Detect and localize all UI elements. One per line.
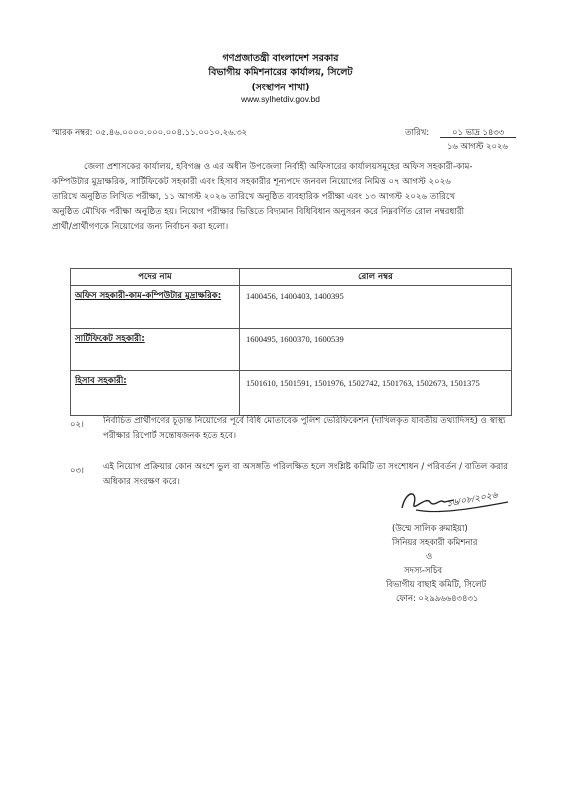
- intro-line-2: কম্পিউটার মুদ্রাক্ষরিক, সার্টিফিকেট সহকারী এবং হিসাব সহকারীর শূন্যপদে জনবল নিয়োগের নিমিত্ত ০৭ আগস্ট ২০২৬: [52, 177, 451, 187]
- intro-line-5: প্রার্থী/প্রার্থীগণকে নিয়োগের জন্য নির্বাচন করা হলো।: [52, 222, 229, 232]
- table-row: [71, 329, 512, 371]
- date-english: ১৬ আগস্ট ২০২৬: [447, 141, 508, 151]
- section-title: (সংস্থাপন শাখা): [251, 83, 310, 93]
- date-label: তারিখ:: [405, 127, 430, 137]
- signatory-conjunction: ও: [426, 551, 433, 561]
- selection-table: [70, 268, 512, 416]
- signatory-name: (উম্মে সালিক রুমাইয়া): [392, 523, 468, 533]
- header-post: পদের নাম: [71, 269, 240, 286]
- handwritten-signature: [396, 486, 516, 526]
- roll-numbers: 1501610, 1501591, 1501976, 1502742, 1501763, 1502673, 1501375: [240, 371, 512, 416]
- signatory-designation: সিনিয়র সহকারী কমিশনার: [392, 537, 478, 547]
- note-number-2: ০২।: [70, 419, 84, 429]
- table-row: [71, 371, 512, 416]
- intro-line-3: তারিখে অনুষ্ঠিত লিখিত পরীক্ষা, ১১ আগস্ট ২০২৬ তারিখে অনুষ্ঠিত ব্যবহারিক পরীক্ষা এবং ১৩ আগস্ট ২০২৬ তারিখে: [52, 192, 456, 202]
- office-title: বিভাগীয় কমিশনারের কার্যালয়, সিলেট: [208, 67, 353, 78]
- table-header-row: [71, 269, 512, 286]
- signatory-role: সদস্য-সচিব: [404, 565, 443, 575]
- note-number-3: ০৩।: [70, 465, 84, 475]
- roll-numbers: 1400456, 1400403, 1400395: [240, 286, 512, 329]
- note-text-3: এই নিয়োগ প্রক্রিয়ার কোন অংশে ভুল বা অসঙ্গতি পরিলক্ষিত হলে সংশ্লিষ্ট কমিটি তা সংশোধন / পরিবর্তন / বাতিল করার অধিকার সংরক্ষণ করে।: [103, 462, 509, 487]
- note-text-2: নির্বাচিত প্রার্থীগণের চূড়ান্ত নিয়োগের পূর্বে বিধি মোতাবেক পুলিশ ভেরিফিকেশন (দাখিলকৃত যাবতীয় তথ্যাদিসহ) ও স্বাস্থ্য পরীক্ষার রিপোর্ট সন্তোষজনক হতে হবে।: [103, 416, 506, 441]
- memo-reference: [52, 126, 247, 140]
- government-title: গণপ্রজাতন্ত্রী বাংলাদেশ সরকার: [222, 53, 339, 64]
- ref-number: ০৫.৪৬.০০০০.০০০.০০৪.১১.০০১০.২৬.৩২: [95, 127, 248, 137]
- date-bangla: ০১ ভাদ্র ১৪৩৩: [452, 127, 505, 137]
- ref-label: স্মারক নম্বর:: [52, 127, 93, 137]
- website-link[interactable]: www.sylhetdiv.gov.bd: [241, 94, 320, 104]
- roll-numbers: 1600495, 1600370, 1600539: [240, 329, 512, 371]
- header-roll: রোল নম্বর: [240, 269, 512, 286]
- intro-line-1: জেলা প্রশাসকের কার্যালয়, হবিগঞ্জ ও এর অধীন উপজেলা নির্বাহী অফিসারের কার্যালয়সমূহের অফিস সহকারী-কাম-: [84, 162, 473, 172]
- date-divider: [440, 137, 516, 138]
- table-row: [71, 286, 512, 329]
- signatory-committee: বিভাগীয় বাছাই কমিটি, সিলেট: [386, 579, 487, 589]
- post-name: হিসাব সহকারী:: [71, 371, 240, 416]
- signature-date: ১৬/০৮/২০২৬: [445, 489, 499, 509]
- post-name: সার্টিফিকেট সহকারী:: [71, 329, 240, 371]
- signatory-phone: ফোন: ০২৯৯৬৬৪৩৪৩১: [396, 593, 479, 603]
- post-name: অফিস সহকারী-কাম-কম্পিউটার মুদ্রাক্ষরিক:: [71, 286, 240, 329]
- intro-line-4: অনুষ্ঠিত মৌখিক পরীক্ষা অনুষ্ঠিত হয়। নিয়োগ পরীক্ষার ভিত্তিতে বিদ্যমান বিধিবিধান অনুসরন করে নিম্নবর্ণিত রোল নম্বরধারী: [52, 207, 465, 217]
